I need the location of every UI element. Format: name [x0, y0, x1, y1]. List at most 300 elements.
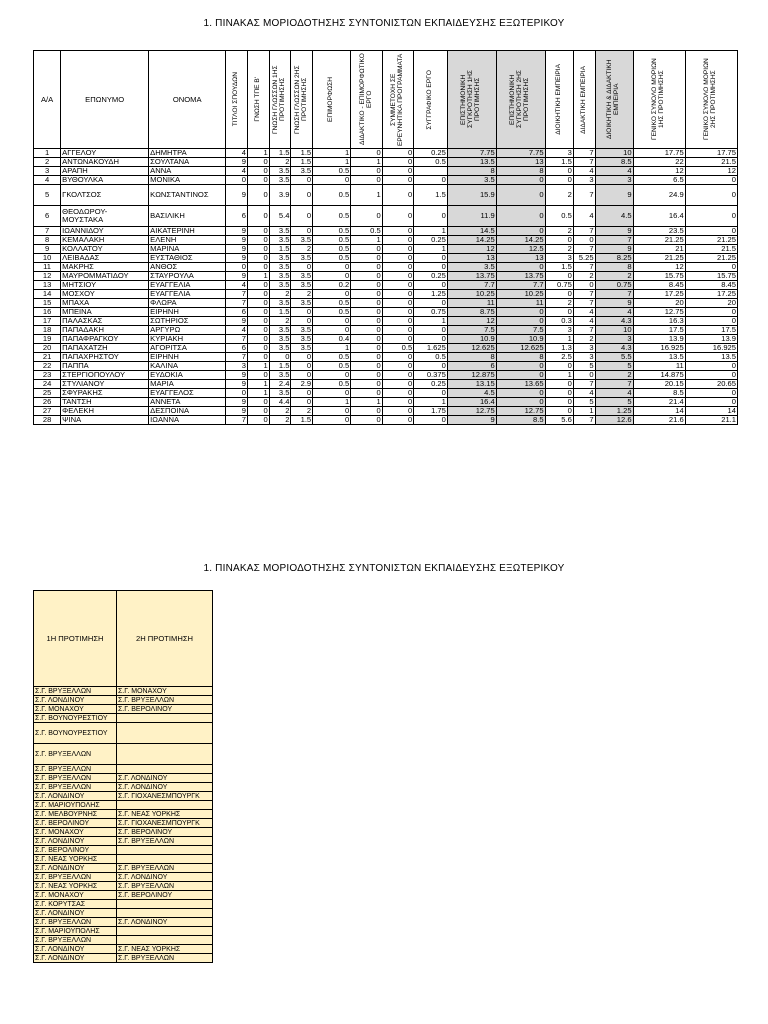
table-cell: 27: [34, 407, 61, 416]
table-cell: 0: [351, 353, 383, 362]
table-cell: 17.5: [685, 326, 737, 335]
table-cell: 3.5: [291, 344, 313, 353]
table-cell: 12.75: [633, 308, 685, 317]
table-cell: 15.9: [447, 185, 496, 206]
table-cell: 0: [382, 389, 414, 398]
table-cell: ΤΑΝΤΣΗ: [61, 398, 149, 407]
table-cell: 16.4: [633, 206, 685, 227]
list-item: [34, 927, 213, 936]
table-cell: 21: [633, 245, 685, 254]
preference-cell: Σ.Γ. ΝΕΑΣ ΥΟΡΚΗΣ: [34, 855, 117, 864]
table-cell: 0.4: [313, 335, 351, 344]
table-cell: ΠΑΠΑΦΡΑΓΚΟΥ: [61, 335, 149, 344]
table-cell: 16.4: [447, 398, 496, 407]
scoring-table-header-cell: [291, 51, 313, 149]
list-item: [34, 714, 213, 723]
preference-cell: [116, 900, 212, 909]
table-cell: 14.5: [447, 227, 496, 236]
table-cell: 7: [573, 416, 595, 425]
table-cell: 8.5: [633, 389, 685, 398]
table-cell: ΒΑΣΙΛΙΚΗ: [149, 206, 226, 227]
table-cell: 0: [382, 326, 414, 335]
table-cell: 3.5: [447, 176, 496, 185]
list-item: [34, 801, 213, 810]
table-cell: 1.5: [269, 308, 291, 317]
table-cell: 13.75: [447, 272, 496, 281]
table-cell: 3.5: [447, 263, 496, 272]
table-cell: ΜΑΡΙΑ: [149, 380, 226, 389]
list-item: [34, 864, 213, 873]
table-cell: 7: [573, 299, 595, 308]
table-cell: 0: [545, 290, 573, 299]
table-cell: 0: [382, 290, 414, 299]
table-cell: 3.9: [269, 185, 291, 206]
table-cell: 5.5: [595, 353, 633, 362]
table-cell: 0: [414, 263, 448, 272]
table-cell: 0: [248, 263, 270, 272]
table-cell: 9: [447, 416, 496, 425]
scoring-table-header-row: [34, 51, 738, 149]
table-cell: ΑΡΑΠΗ: [61, 167, 149, 176]
table-cell: 13.75: [496, 272, 545, 281]
table-cell: 13: [496, 254, 545, 263]
table-cell: 10: [595, 326, 633, 335]
table-cell: 2: [545, 245, 573, 254]
table-cell: ΑΡΓΥΡΩ: [149, 326, 226, 335]
table-cell: 21.25: [633, 254, 685, 263]
table-cell: 0.75: [595, 281, 633, 290]
table-cell: 0: [685, 176, 737, 185]
list-item: [34, 882, 213, 891]
table-cell: 0: [685, 227, 737, 236]
scoring-table-header-label: ΤΙΤΛΟΙ ΣΠΟΥΔΩΝ: [232, 72, 240, 127]
table-cell: ΚΑΛΙΝΑ: [149, 362, 226, 371]
table-cell: 2: [545, 299, 573, 308]
table-row: [34, 167, 738, 176]
table-row: [34, 380, 738, 389]
table-cell: 0.5: [313, 254, 351, 263]
table-cell: 0: [313, 176, 351, 185]
table-cell: 0.5: [414, 353, 448, 362]
table-cell: 0.5: [313, 167, 351, 176]
table-cell: ΜΑΥΡΟΜΜΑΤΙΔΟΥ: [61, 272, 149, 281]
table-cell: 7: [573, 227, 595, 236]
table-cell: 0: [351, 371, 383, 380]
list-item: [34, 909, 213, 918]
table-cell: 6: [34, 206, 61, 227]
table-cell: 0: [414, 335, 448, 344]
table-cell: 12.75: [447, 407, 496, 416]
scoring-table-header-cell: [633, 51, 685, 149]
scoring-table-header-cell: Α/Α: [34, 51, 61, 149]
table-cell: ΠΑΛΑΣΚΑΣ: [61, 317, 149, 326]
table-cell: 3.5: [269, 335, 291, 344]
table-cell: 28: [34, 416, 61, 425]
table-cell: 7: [573, 185, 595, 206]
table-cell: 0: [496, 185, 545, 206]
table-cell: 0: [382, 227, 414, 236]
scoring-table-header-label: ΔΙΟΙΚΗΤΙΚΗ & ΔΙΔΑΚΤΙΚΗ ΕΜΠΕΙΡΙΑ: [606, 59, 621, 140]
scoring-table-header-label: ΔΙΟΙΚΗΤΙΚΗ ΕΜΠΕΙΡΙΑ: [554, 64, 562, 135]
table-cell: 2: [573, 335, 595, 344]
preference-cell: Σ.Γ. ΛΟΝΔΙΝΟΥ: [116, 918, 212, 927]
preference-cell: Σ.Γ. ΝΕΑΣ ΥΟΡΚΗΣ: [34, 882, 117, 891]
table-cell: ΕΥΑΓΓΕΛΙΑ: [149, 290, 226, 299]
table-cell: 7: [595, 380, 633, 389]
table-cell: 0: [545, 176, 573, 185]
preference-cell: Σ.Γ. ΛΟΝΔΙΝΟΥ: [34, 696, 117, 705]
preference-cell: Σ.Γ. ΛΟΝΔΙΝΟΥ: [34, 945, 117, 954]
table-cell: 7.5: [496, 326, 545, 335]
table-cell: 8: [496, 353, 545, 362]
table-cell: 21.25: [685, 254, 737, 263]
preference-cell: Σ.Γ. ΒΡΥΞΕΛΛΩΝ: [116, 954, 212, 963]
preference-cell: Σ.Γ. ΒΕΡΟΛΙΝΟΥ: [116, 891, 212, 900]
table-cell: 11: [34, 263, 61, 272]
table-cell: 10.9: [496, 335, 545, 344]
scoring-table-header-label: ΔΙΔΑΚΤΙΚΟ - ΕΠΙΜΟΡΦΩΤΙΚΟ ΕΡΓΟ: [358, 53, 373, 146]
scoring-table-header-cell: [447, 51, 496, 149]
table-row: [34, 158, 738, 167]
table-cell: 8.5: [595, 158, 633, 167]
table-cell: ΔΕΣΠΟΙΝΑ: [149, 407, 226, 416]
table-cell: 0: [545, 389, 573, 398]
preferences-table: [33, 590, 213, 963]
preference-cell: [116, 927, 212, 936]
table-cell: ΕΥΑΓΓΕΛΙΑ: [149, 281, 226, 290]
table-cell: ΑΝΝΑ: [149, 167, 226, 176]
table-cell: 17.25: [685, 290, 737, 299]
table-cell: 16: [34, 308, 61, 317]
scoring-table-header-label: ΔΙΔΑΚΤΙΚΗ ΕΜΠΕΙΡΙΑ: [579, 65, 587, 134]
preferences-table-header-cell: 1Η ΠΡΟΤΙΜΗΣΗ: [34, 591, 117, 687]
table-cell: 1.5: [545, 263, 573, 272]
table-cell: 3.5: [269, 254, 291, 263]
table-cell: 1.625: [414, 344, 448, 353]
table-cell: 4: [573, 389, 595, 398]
preference-cell: Σ.Γ. ΒΡΥΞΕΛΛΩΝ: [116, 696, 212, 705]
scoring-table-header-cell: [595, 51, 633, 149]
table-cell: 1: [313, 149, 351, 158]
table-cell: 3.5: [291, 335, 313, 344]
table-cell: 0: [351, 407, 383, 416]
table-cell: 13.5: [447, 158, 496, 167]
table-cell: 2: [291, 407, 313, 416]
table-cell: 0: [351, 290, 383, 299]
table-cell: 0: [291, 317, 313, 326]
table-cell: 7.7: [447, 281, 496, 290]
table-cell: 0: [685, 389, 737, 398]
table-cell: 0.375: [414, 371, 448, 380]
table-cell: 12.75: [496, 407, 545, 416]
table-cell: 0.5: [313, 206, 351, 227]
table-cell: 10: [595, 149, 633, 158]
table-cell: 0.5: [313, 380, 351, 389]
table-cell: ΜΟΣΧΟΥ: [61, 290, 149, 299]
table-row: [34, 335, 738, 344]
table-row: [34, 263, 738, 272]
table-cell: 12: [34, 272, 61, 281]
table-cell: 0: [248, 245, 270, 254]
table-cell: 0: [382, 149, 414, 158]
list-item: [34, 855, 213, 864]
table-cell: ΣΦΥΡΑΚΗΣ: [61, 389, 149, 398]
preference-cell: Σ.Γ. ΜΟΝΑΧΟΥ: [34, 705, 117, 714]
table-cell: 13.15: [447, 380, 496, 389]
table-cell: 0: [313, 326, 351, 335]
table-cell: ΕΙΡΗΝΗ: [149, 353, 226, 362]
table-cell: 3: [595, 176, 633, 185]
table-cell: 7.7: [496, 281, 545, 290]
table-cell: 2: [573, 272, 595, 281]
table-cell: 9: [226, 380, 248, 389]
table-cell: 19: [34, 335, 61, 344]
table-cell: ΠΑΠΑΧΑΤΖΗ: [61, 344, 149, 353]
table-cell: 1: [248, 272, 270, 281]
table-cell: 0.3: [545, 317, 573, 326]
table-cell: 1: [414, 245, 448, 254]
preference-cell: Σ.Γ. ΜΟΝΑΧΟΥ: [34, 828, 117, 837]
table-cell: 0: [313, 416, 351, 425]
table-cell: ΠΑΠΠΑ: [61, 362, 149, 371]
table-cell: 3.5: [291, 167, 313, 176]
table-cell: 7.75: [496, 149, 545, 158]
table-cell: 13.9: [633, 335, 685, 344]
preference-cell: Σ.Γ. ΒΡΥΞΕΛΛΩΝ: [116, 882, 212, 891]
table-row: [34, 227, 738, 236]
table-cell: 13.5: [633, 353, 685, 362]
table-cell: 0.25: [414, 272, 448, 281]
scoring-table-header-cell: ΟΝΟΜΑ: [149, 51, 226, 149]
table-cell: 26: [34, 398, 61, 407]
preference-cell: Σ.Γ. ΒΡΥΞΕΛΛΩΝ: [34, 744, 117, 765]
table-cell: 14: [34, 290, 61, 299]
table-cell: 13.65: [496, 380, 545, 389]
table-cell: 4: [226, 326, 248, 335]
table-cell: 0: [291, 389, 313, 398]
table-cell: ΣΤΕΡΓΙΟΠΟΥΛΟΥ: [61, 371, 149, 380]
table-cell: 0: [248, 416, 270, 425]
table-cell: 0: [382, 317, 414, 326]
table-cell: 14: [633, 407, 685, 416]
table-row: [34, 371, 738, 380]
table-cell: 0: [351, 416, 383, 425]
table-cell: 7: [573, 326, 595, 335]
table-cell: 4: [595, 308, 633, 317]
table-cell: 1.75: [414, 407, 448, 416]
list-item: [34, 705, 213, 714]
table-cell: 0: [496, 398, 545, 407]
table-cell: 0: [496, 263, 545, 272]
list-item: [34, 774, 213, 783]
table-cell: 11: [496, 299, 545, 308]
table-cell: ΘΕΟΔΩΡΟΥ-ΜΟΥΣΤΑΚΑ: [61, 206, 149, 227]
table-cell: 3.5: [291, 326, 313, 335]
table-cell: ΙΩΑΝΝΑ: [149, 416, 226, 425]
table-cell: 6: [226, 344, 248, 353]
table-cell: 0: [545, 407, 573, 416]
table-cell: 4.3: [595, 344, 633, 353]
list-item: [34, 744, 213, 765]
list-item: [34, 891, 213, 900]
table-cell: 12: [447, 245, 496, 254]
table-cell: 0: [351, 299, 383, 308]
table-cell: 1: [351, 398, 383, 407]
scoring-table-header-cell: [414, 51, 448, 149]
table-cell: 1: [351, 158, 383, 167]
table-cell: 5: [34, 185, 61, 206]
table-cell: 0: [685, 362, 737, 371]
table-cell: 4: [595, 167, 633, 176]
table-cell: 0: [685, 398, 737, 407]
table-cell: 7: [226, 299, 248, 308]
table-cell: ΜΑΚΡΗΣ: [61, 263, 149, 272]
table-cell: 0: [496, 206, 545, 227]
table-cell: 1.5: [269, 245, 291, 254]
preference-cell: Σ.Γ. ΜΕΛΒΟΥΡΝΗΣ: [34, 810, 117, 819]
table-cell: 0: [248, 227, 270, 236]
table-cell: 0: [382, 254, 414, 263]
table-cell: 0: [414, 299, 448, 308]
table-cell: 13: [496, 158, 545, 167]
table-cell: 8.45: [633, 281, 685, 290]
list-item: [34, 873, 213, 882]
list-item: [34, 723, 213, 744]
table-cell: 0: [248, 254, 270, 263]
scoring-table-header-cell: [226, 51, 248, 149]
table-cell: 0: [248, 344, 270, 353]
table-cell: ΣΤΥΛΙΑΝΟΥ: [61, 380, 149, 389]
table-cell: 0: [248, 206, 270, 227]
table-cell: 21.25: [685, 236, 737, 245]
table-cell: 0: [382, 299, 414, 308]
table-cell: 0: [351, 149, 383, 158]
table-cell: 12: [685, 167, 737, 176]
list-item: [34, 792, 213, 801]
table-cell: 1: [545, 371, 573, 380]
table-cell: 0: [382, 281, 414, 290]
table-cell: 1: [248, 389, 270, 398]
table-row: [34, 236, 738, 245]
preference-cell: Σ.Γ. ΒΡΥΞΕΛΛΩΝ: [34, 918, 117, 927]
table1-title: 1. ΠΙΝΑΚΑΣ ΜΟΡΙΟΔΟΤΗΣΗΣ ΣΥΝΤΟΝΙΣΤΩΝ ΕΚΠΑΙΔΕΥΣΗΣ ΕΞΩΤΕΡΙΚΟΥ: [203, 18, 565, 29]
table-cell: ΚΩΝΣΤΑΝΤΙΝΟΣ: [149, 185, 226, 206]
table-cell: ΚΟΛΛΑΤΟΥ: [61, 245, 149, 254]
table-cell: 1.5: [291, 149, 313, 158]
table-cell: 0: [248, 176, 270, 185]
table-cell: ΑΙΚΑΤΕΡΙΝΗ: [149, 227, 226, 236]
table-cell: 0: [382, 380, 414, 389]
table-cell: 14.25: [496, 236, 545, 245]
table-cell: 0: [382, 263, 414, 272]
table-cell: 8.25: [595, 254, 633, 263]
table-cell: ΜΠΕΙΝΑ: [61, 308, 149, 317]
table-cell: 0: [248, 371, 270, 380]
table-cell: 0: [248, 398, 270, 407]
table-cell: 0: [573, 371, 595, 380]
table-cell: 0: [545, 308, 573, 317]
table-cell: 0: [248, 335, 270, 344]
table-cell: 8: [447, 167, 496, 176]
table-cell: ΒΥΘΟΥΛΚΑ: [61, 176, 149, 185]
table-row: [34, 185, 738, 206]
list-item: [34, 819, 213, 828]
table-row: [34, 326, 738, 335]
table-cell: 7: [573, 290, 595, 299]
scoring-table-header-cell: [313, 51, 351, 149]
list-item: [34, 765, 213, 774]
table-cell: 12: [633, 167, 685, 176]
preference-cell: Σ.Γ. ΓΙΟΧΑΝΕΣΜΠΟΥΡΓΚ: [116, 792, 212, 801]
table-cell: 1: [248, 380, 270, 389]
table-cell: ΑΝΤΩΝΑΚΟΥΔΗ: [61, 158, 149, 167]
table-cell: 1.25: [414, 290, 448, 299]
table-cell: 0: [248, 326, 270, 335]
table-cell: 0: [351, 167, 383, 176]
table-cell: 12: [447, 317, 496, 326]
table-cell: 8.75: [447, 308, 496, 317]
table-cell: 3.5: [269, 371, 291, 380]
table-cell: 0: [496, 317, 545, 326]
table-cell: 0: [291, 398, 313, 407]
table-cell: 0: [414, 362, 448, 371]
table2-title: 1. ΠΙΝΑΚΑΣ ΜΟΡΙΟΔΟΤΗΣΗΣ ΣΥΝΤΟΝΙΣΤΩΝ ΕΚΠΑΙΔΕΥΣΗΣ ΕΞΩΤΕΡΙΚΟΥ: [203, 563, 565, 574]
table-cell: 0: [248, 317, 270, 326]
table-cell: ΕΥΑΓΓΕΛΟΣ: [149, 389, 226, 398]
table-cell: 0.5: [313, 299, 351, 308]
table-cell: 0: [351, 344, 383, 353]
table-cell: 0: [545, 236, 573, 245]
table-cell: 21.4: [633, 398, 685, 407]
table-cell: 9: [226, 158, 248, 167]
table-cell: 0: [545, 398, 573, 407]
scoring-table-header-label: ΓΕΝΙΚΟ ΣΥΝΟΛΟ ΜΟΡΙΩΝ 1ΗΣ ΠΡΟΤΙΜΗΣΗΣ: [651, 58, 666, 141]
table-cell: 0.5: [313, 308, 351, 317]
table-cell: 4: [226, 167, 248, 176]
table-cell: 2: [269, 407, 291, 416]
table-cell: 2: [269, 158, 291, 167]
table-cell: ΜΠΑΧΑ: [61, 299, 149, 308]
table-cell: 18: [34, 326, 61, 335]
scoring-table-header-cell: ΕΠΩΝΥΜΟ: [61, 51, 149, 149]
table-cell: 7: [595, 290, 633, 299]
table-cell: 3.5: [269, 236, 291, 245]
table-cell: 7: [595, 236, 633, 245]
table-cell: 13.9: [685, 335, 737, 344]
table-cell: 9: [595, 227, 633, 236]
table-cell: 0: [351, 380, 383, 389]
table-cell: 0: [382, 416, 414, 425]
table-cell: 3: [573, 176, 595, 185]
table-cell: ΦΕΛΕΚΗ: [61, 407, 149, 416]
table-cell: 0.25: [414, 380, 448, 389]
table-cell: 0: [351, 362, 383, 371]
table-cell: 4.5: [447, 389, 496, 398]
table-cell: 1: [414, 227, 448, 236]
table-cell: 0: [545, 380, 573, 389]
table-cell: 21.25: [633, 236, 685, 245]
preference-cell: [116, 714, 212, 723]
preference-cell: [116, 765, 212, 774]
table-cell: 10.9: [447, 335, 496, 344]
list-item: [34, 945, 213, 954]
scoring-table-header-label: ΣΥΜΜΕΤΟΧΗ ΣΕ ΕΡΕΥΝΗΤΙΚΑ ΠΡΟΓΡΑΜΜΑΤΑ: [390, 53, 404, 146]
table-cell: 0: [685, 371, 737, 380]
table-cell: 20: [633, 299, 685, 308]
table-cell: 20: [34, 344, 61, 353]
table-cell: 0: [382, 236, 414, 245]
table-cell: 0: [573, 236, 595, 245]
